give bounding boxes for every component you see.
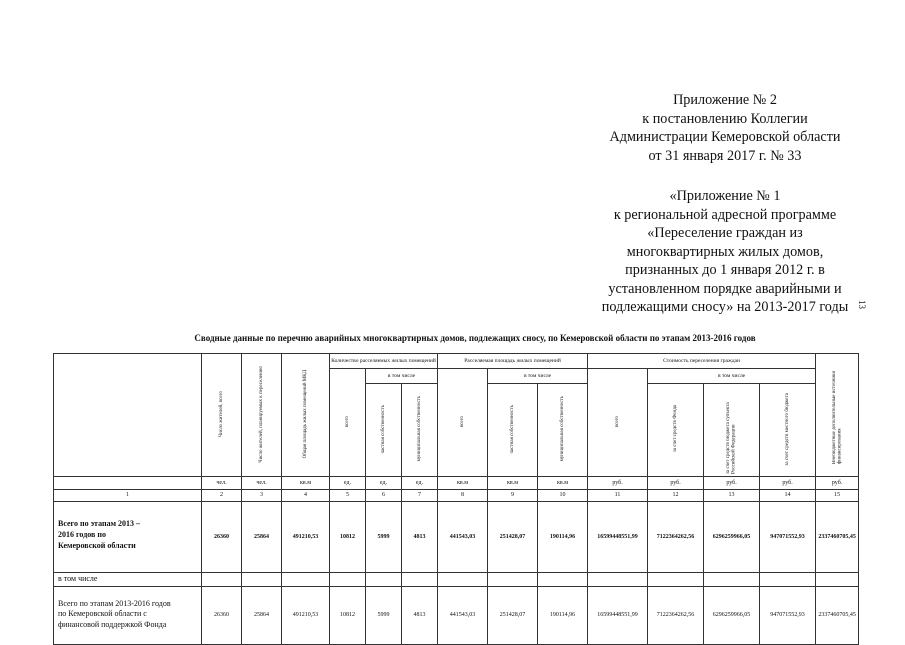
- table-cell-empty: [438, 573, 488, 587]
- table-cell-empty: [488, 573, 538, 587]
- table-cell: 251428,07: [488, 502, 538, 573]
- header-cell: Число жителей, планируемых к переселению: [242, 354, 282, 477]
- table-row-total: [54, 502, 859, 573]
- header-cell: всего: [330, 369, 366, 477]
- table-cell-empty: [402, 573, 438, 587]
- header-cell: всего: [588, 369, 648, 477]
- table-cell-empty: [202, 573, 242, 587]
- unit-cell: руб.: [588, 477, 648, 490]
- header-cell: муниципальная собственность: [538, 384, 588, 477]
- table-cell: 10812: [330, 502, 366, 573]
- table-cell: 441543,03: [438, 587, 488, 645]
- table-cell: 16599448551,99: [588, 587, 648, 645]
- unit-cell: руб.: [704, 477, 760, 490]
- table-cell: 2337460705,45: [816, 587, 859, 645]
- table-cell: 7122364262,56: [648, 587, 704, 645]
- header-cell: Число жителей, всего: [202, 354, 242, 477]
- unit-cell: кв.м: [488, 477, 538, 490]
- column-number: 15: [816, 490, 859, 502]
- table-cell: 190114,96: [538, 502, 588, 573]
- column-number: 8: [438, 490, 488, 502]
- column-number: 9: [488, 490, 538, 502]
- column-number: 4: [282, 490, 330, 502]
- table-cell: 25864: [242, 587, 282, 645]
- column-number: 1: [54, 490, 202, 502]
- unit-cell: ед.: [366, 477, 402, 490]
- column-number: 11: [588, 490, 648, 502]
- table-cell-empty: [282, 573, 330, 587]
- page-number: 13: [857, 300, 867, 309]
- header-line: установленном порядке аварийными и: [608, 280, 842, 297]
- header-cell-empty: [54, 354, 202, 477]
- unit-cell: чел.: [202, 477, 242, 490]
- header-line: Приложение № 2: [673, 92, 777, 108]
- header-line: к постановлению Коллегии: [642, 110, 808, 127]
- row-label: в том числе: [54, 573, 202, 587]
- table-cell-empty: [366, 573, 402, 587]
- header-subgroup: в том числе: [648, 369, 816, 384]
- column-number: 6: [366, 490, 402, 502]
- table-cell: 441543,03: [438, 502, 488, 573]
- unit-cell: кв.м: [538, 477, 588, 490]
- unit-cell: руб.: [648, 477, 704, 490]
- row-label: Всего по этапам 2013 – 2016 годов по Кемеровской области: [54, 502, 202, 573]
- table-cell-empty: [648, 573, 704, 587]
- table-title: Сводные данные по перечню аварийных многоквартирных домов, подлежащих сносу, по Кемеровской области по этапам 2013-2016 годов: [194, 333, 756, 343]
- unit-cell: чел.: [242, 477, 282, 490]
- column-number: 7: [402, 490, 438, 502]
- table-cell: 4813: [402, 502, 438, 573]
- table-cell: 4813: [402, 587, 438, 645]
- unit-cell: руб.: [760, 477, 816, 490]
- table-row-fund: [54, 587, 859, 645]
- table-cell: 25864: [242, 502, 282, 573]
- table-cell: 16599448551,99: [588, 502, 648, 573]
- table-cell-empty: [330, 573, 366, 587]
- appendix-2-header: [560, 91, 890, 165]
- table-cell: 6296259966,05: [704, 587, 760, 645]
- unit-cell: руб.: [816, 477, 859, 490]
- header-line: подлежащими сносу» на 2013-2017 годы: [601, 299, 849, 315]
- header-cell: Общая площадь жилых помещений МКД: [282, 354, 330, 477]
- unit-cell: ед.: [330, 477, 366, 490]
- table-cell: 491210,53: [282, 502, 330, 573]
- header-cell: частная собственность: [366, 384, 402, 477]
- header-subgroup: в том числе: [488, 369, 588, 384]
- table-cell-empty: [242, 573, 282, 587]
- header-line: «Переселение граждан из: [647, 225, 803, 241]
- header-cell: за счет средств Фонда: [648, 384, 704, 477]
- table-row-including: [54, 573, 859, 587]
- table-cell: 2337460705,45: [816, 502, 859, 573]
- table-cell: 251428,07: [488, 587, 538, 645]
- table-cell: 26360: [202, 502, 242, 573]
- column-number: 10: [538, 490, 588, 502]
- unit-cell: кв.м: [438, 477, 488, 490]
- header-group-area: Расселяемая площадь жилых помещений: [438, 354, 588, 369]
- header-line: признанных до 1 января 2012 г. в: [625, 262, 825, 278]
- header-group-rooms: Количество расселяемых жилых помещений: [330, 354, 438, 369]
- header-cell: муниципальная собственность: [402, 384, 438, 477]
- header-cell: за счет средств местного бюджета: [760, 384, 816, 477]
- table-cell: 947071552,93: [760, 587, 816, 645]
- table-cell: 5999: [366, 587, 402, 645]
- header-cell: частная собственность: [488, 384, 538, 477]
- table-cell: 6296259966,05: [704, 502, 760, 573]
- unit-cell: ед.: [402, 477, 438, 490]
- row-label: Всего по этапам 2013-2016 годов по Кемеровской области с финансовой поддержкой Фонда: [54, 587, 202, 645]
- header-subgroup: в том числе: [366, 369, 438, 384]
- header-cell: за счет средств бюджета субъекта Российской Федерации: [704, 384, 760, 477]
- column-number: 5: [330, 490, 366, 502]
- table-cell: 491210,53: [282, 587, 330, 645]
- column-number: 14: [760, 490, 816, 502]
- header-line: многоквартирных жилых домов,: [626, 243, 824, 260]
- table-cell-empty: [704, 573, 760, 587]
- column-number: 3: [242, 490, 282, 502]
- table-cell: 190114,96: [538, 587, 588, 645]
- column-number: 12: [648, 490, 704, 502]
- summary-table: [53, 353, 859, 645]
- table-cell-empty: [538, 573, 588, 587]
- table-cell: 5999: [366, 502, 402, 573]
- table-cell-empty: [760, 573, 816, 587]
- table-cell: 7122364262,56: [648, 502, 704, 573]
- unit-cell: кв.м: [282, 477, 330, 490]
- unit-cell-empty: [54, 477, 202, 490]
- header-line: к региональной адресной программе: [613, 206, 837, 223]
- column-number: 13: [704, 490, 760, 502]
- column-number: 2: [202, 490, 242, 502]
- header-line: «Приложение № 1: [669, 188, 781, 204]
- table-cell: 947071552,93: [760, 502, 816, 573]
- appendix-1-header: [560, 187, 890, 317]
- table-cell: 10812: [330, 587, 366, 645]
- header-group-cost: Стоимость переселения граждан: [588, 354, 816, 369]
- header-line: Администрации Кемеровской области: [609, 129, 841, 145]
- table-cell-empty: [588, 573, 648, 587]
- header-cell: всего: [438, 369, 488, 477]
- header-cell: Внебюджетные дополнительные источники финансирования: [816, 354, 859, 477]
- table-cell: 26360: [202, 587, 242, 645]
- header-line: от 31 января 2017 г. № 33: [648, 147, 802, 164]
- table-cell-empty: [816, 573, 859, 587]
